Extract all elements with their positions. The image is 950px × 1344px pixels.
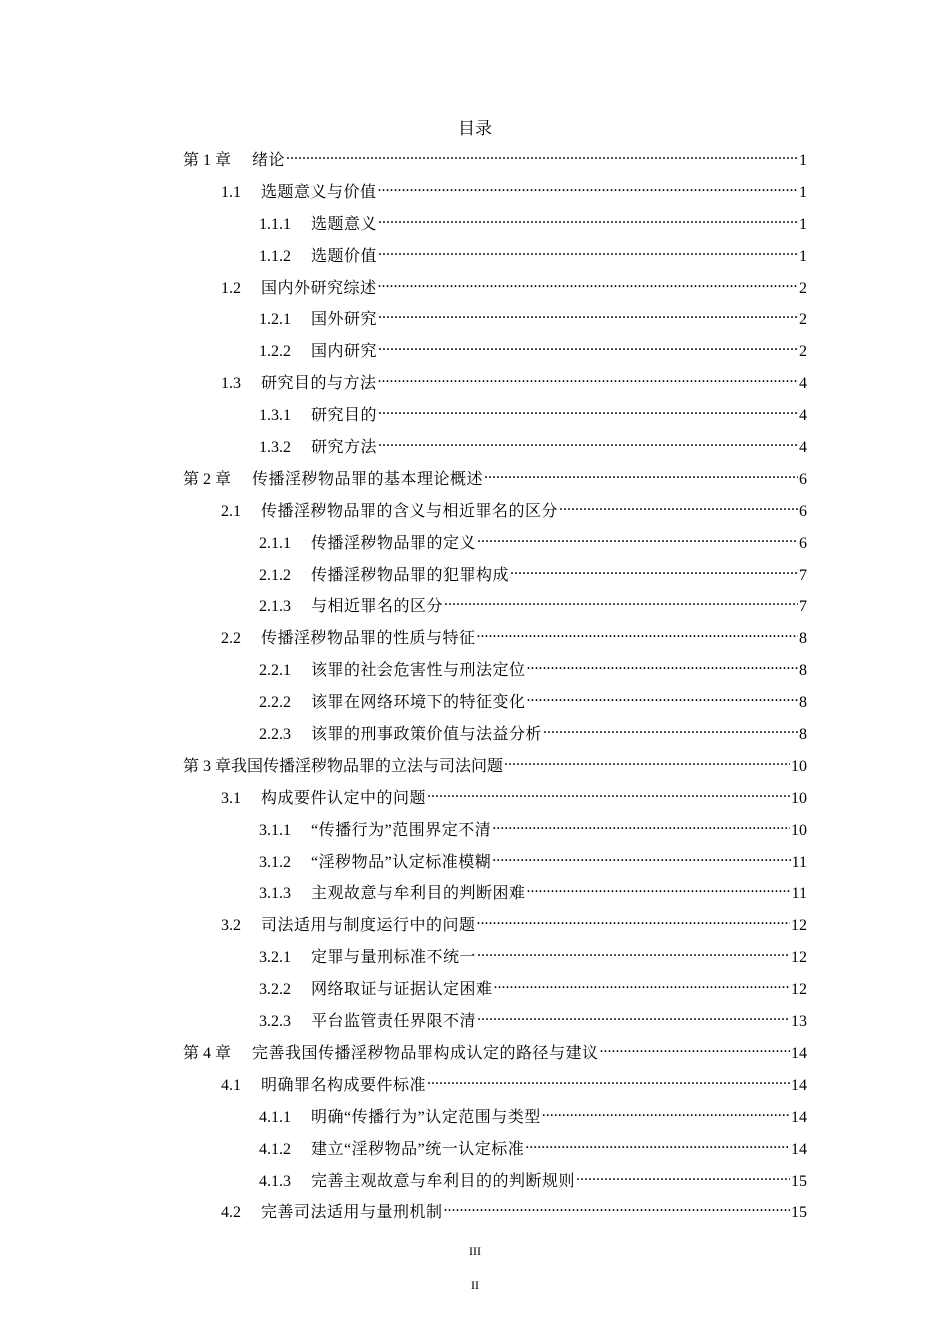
toc-dot-leader (600, 1038, 790, 1058)
toc-entry-page-number: 8 (799, 726, 807, 744)
toc-dot-leader (286, 145, 798, 165)
toc-entry-title: 完善主观故意与牟利目的的判断规则 (311, 1172, 576, 1190)
toc-entry[interactable] (0, 1068, 950, 1100)
toc-dot-leader (477, 942, 790, 962)
toc-entry-title: “淫秽物品”认定标准模糊 (311, 853, 492, 871)
toc-entry[interactable] (0, 430, 950, 462)
toc-entry[interactable] (0, 1195, 950, 1227)
toc-entry[interactable] (0, 845, 950, 877)
toc-entry-page-number: 6 (799, 534, 807, 552)
toc-entry[interactable] (0, 813, 950, 845)
toc-entry-title: 该罪在网络环境下的特征变化 (311, 694, 526, 712)
toc-entry-page-number: 13 (791, 1013, 807, 1031)
toc-entry[interactable] (0, 940, 950, 972)
toc-entry-number: 1.2 (221, 279, 241, 297)
toc-entry-page-number: 15 (791, 1204, 807, 1222)
toc-entry-page-number: 6 (799, 502, 807, 520)
toc-entry-page-number: 1 (799, 215, 807, 233)
toc-entry-number: 3.1.3 (259, 885, 291, 903)
toc-entry-title: 司法适用与制度运行中的问题 (261, 917, 476, 935)
toc-dot-leader (477, 623, 798, 643)
toc-entry-page-number: 10 (791, 821, 807, 839)
toc-entry[interactable] (0, 398, 950, 430)
toc-entry-title: 该罪的社会危害性与刑法定位 (311, 662, 526, 680)
toc-entry-title: 主观故意与牟利目的判断困难 (311, 885, 526, 903)
toc-entry-number: 4.2 (221, 1204, 241, 1222)
toc-dot-leader (378, 209, 798, 229)
toc-entry-number: 2.2 (221, 630, 241, 648)
toc-entry-title: 选题意义 (311, 215, 378, 233)
toc-entry-title: 传播淫秽物品罪的定义 (311, 534, 477, 552)
toc-entry[interactable] (0, 717, 950, 749)
toc-entry-page-number: 1 (799, 183, 807, 201)
toc-entry-title: 完善司法适用与量刑机制 (261, 1204, 443, 1222)
toc-entry[interactable] (0, 366, 950, 398)
toc-entry-title: “传播行为”范围界定不清 (311, 821, 492, 839)
toc-dot-leader (378, 304, 798, 324)
toc-entry-title: 明确罪名构成要件标准 (261, 1076, 427, 1094)
toc-entry-page-number: 8 (799, 694, 807, 712)
toc-entry-page-number: 12 (791, 949, 807, 967)
toc-entry-title: 定罪与量刑标准不统一 (311, 949, 477, 967)
toc-dot-leader (378, 400, 798, 420)
toc-dot-leader (378, 432, 798, 452)
toc-entry-number: 3.1.2 (259, 853, 291, 871)
toc-entry-page-number: 6 (799, 470, 807, 488)
toc-entry-title: 该罪的刑事政策价值与法益分析 (311, 726, 543, 744)
toc-entry-title: 选题意义与价值 (261, 183, 377, 201)
toc-dot-leader (444, 591, 798, 611)
toc-dot-leader (542, 1102, 790, 1122)
toc-entry-number: 1.3 (221, 375, 241, 393)
toc-dot-leader (510, 560, 798, 580)
toc-entry-number: 2.2.3 (259, 726, 291, 744)
toc-entry-page-number: 2 (799, 311, 807, 329)
toc-entry-page-number: 14 (791, 1076, 807, 1094)
toc-entry[interactable] (0, 175, 950, 207)
toc-entry-number: 2.1.2 (259, 566, 291, 584)
toc-dot-leader (492, 815, 790, 835)
toc-entry[interactable] (0, 143, 950, 175)
toc-dot-leader (378, 241, 798, 261)
toc-entry-page-number: 7 (799, 598, 807, 616)
toc-entry[interactable] (0, 1132, 950, 1164)
toc-entry-page-number: 15 (791, 1172, 807, 1190)
toc-entry-number: 第 2 章 (183, 470, 232, 488)
toc-dot-leader (427, 783, 790, 803)
page-number-footer-secondary: II (471, 1278, 479, 1292)
toc-entry-number: 1.1.2 (259, 247, 291, 265)
toc-dot-leader (477, 1006, 790, 1026)
toc-entry-title: 网络取证与证据认定困难 (311, 981, 493, 999)
toc-dot-leader (527, 655, 798, 675)
page-number-footer: III (469, 1244, 481, 1258)
toc-entry-page-number: 14 (791, 1044, 807, 1062)
toc-entry-page-number: 4 (799, 375, 807, 393)
toc-entry-page-number: 10 (791, 789, 807, 807)
toc-entry-title: 完善我国传播淫秽物品罪构成认定的路径与建议 (252, 1044, 599, 1062)
toc-entry[interactable] (0, 462, 950, 494)
toc-entry-page-number: 14 (791, 1108, 807, 1126)
toc-entry[interactable] (0, 1036, 950, 1068)
toc-entry-number: 2.2.2 (259, 694, 291, 712)
toc-dot-leader (525, 1134, 790, 1154)
toc-entry-number: 4.1.3 (259, 1172, 291, 1190)
toc-entry-number: 4.1.2 (259, 1140, 291, 1158)
toc-entry-number: 1.1 (221, 183, 241, 201)
toc-entry[interactable] (0, 653, 950, 685)
toc-entry-number: 1.2.1 (259, 311, 291, 329)
toc-entry-number: 2.1.3 (259, 598, 291, 616)
toc-entry-number: 3.2.2 (259, 981, 291, 999)
toc-dot-leader (378, 368, 798, 388)
toc-entry-number: 2.1.1 (259, 534, 291, 552)
toc-entry-number: 第 1 章 (183, 152, 232, 169)
toc-dot-leader (477, 910, 790, 930)
toc-entry[interactable] (0, 781, 950, 813)
toc-entry[interactable] (0, 1004, 950, 1036)
toc-entry-page-number: 11 (791, 885, 807, 903)
toc-entry[interactable] (0, 302, 950, 334)
toc-entry[interactable] (0, 526, 950, 558)
toc-dot-leader (559, 496, 798, 516)
toc-entry-number: 2.1 (221, 502, 241, 520)
toc-entry[interactable] (0, 1164, 950, 1196)
toc-entry-title: 研究目的 (311, 407, 378, 425)
toc-entry[interactable] (0, 558, 950, 590)
toc-title: 目录 (458, 119, 492, 138)
toc-entry-page-number: 1 (799, 152, 807, 169)
toc-dot-leader (427, 1070, 790, 1090)
toc-entry[interactable] (0, 685, 950, 717)
toc-dot-leader (543, 719, 798, 739)
toc-dot-leader (576, 1166, 790, 1186)
toc-entry[interactable] (0, 207, 950, 239)
toc-entry-title: 构成要件认定中的问题 (261, 789, 427, 807)
toc-entry[interactable] (0, 908, 950, 940)
toc-entry-page-number: 1 (799, 247, 807, 265)
toc-entry-number: 1.2.2 (259, 343, 291, 361)
toc-dot-leader (378, 336, 798, 356)
toc-entry-number: 第 3 章我国传播淫秽物品罪的立法与司法问题 (183, 757, 504, 775)
toc-entry-number: 1.1.1 (259, 215, 291, 233)
toc-entry[interactable] (0, 494, 950, 526)
toc-entry-number: 1.3.2 (259, 439, 291, 457)
toc-entry[interactable] (0, 589, 950, 621)
toc-dot-leader (527, 687, 798, 707)
toc-entry-page-number: 4 (799, 407, 807, 425)
toc-dot-leader (494, 974, 790, 994)
toc-entry-title: 研究方法 (311, 439, 378, 457)
toc-entry[interactable] (0, 621, 950, 653)
toc-dot-leader (444, 1197, 790, 1217)
toc-entry-title: 传播淫秽物品罪的含义与相近罪名的区分 (261, 502, 559, 520)
toc-entry-number: 4.1 (221, 1076, 241, 1094)
toc-dot-leader (504, 751, 790, 771)
toc-entry-number: 4.1.1 (259, 1108, 291, 1126)
toc-entry-number: 1.3.1 (259, 407, 291, 425)
toc-entry-number: 第 4 章 (183, 1044, 232, 1062)
toc-entry-title: 国内外研究综述 (261, 279, 377, 297)
toc-entry[interactable] (0, 271, 950, 303)
toc-entry-page-number: 7 (799, 566, 807, 584)
toc-entry-page-number: 2 (799, 279, 807, 297)
toc-entry-title: 建立“淫秽物品”统一认定标准 (311, 1140, 525, 1158)
toc-entry-number: 3.1 (221, 789, 241, 807)
toc-entry[interactable] (0, 972, 950, 1004)
toc-entry[interactable] (0, 876, 950, 908)
toc-entry-number: 3.2.1 (259, 949, 291, 967)
toc-entry-title: 国外研究 (311, 311, 378, 329)
table-of-contents (0, 143, 950, 1227)
toc-entry-page-number: 14 (791, 1140, 807, 1158)
toc-entry-title: 平台监管责任界限不清 (311, 1013, 477, 1031)
toc-entry-title: 研究目的与方法 (261, 375, 377, 393)
toc-entry-title: 国内研究 (311, 343, 378, 361)
toc-entry-number: 3.2.3 (259, 1013, 291, 1031)
toc-entry-number: 3.1.1 (259, 821, 291, 839)
toc-dot-leader (492, 847, 790, 867)
toc-entry-page-number: 4 (799, 439, 807, 457)
toc-dot-leader (484, 464, 798, 484)
toc-entry[interactable] (0, 334, 950, 366)
toc-entry-page-number: 8 (799, 662, 807, 680)
toc-entry-page-number: 11 (791, 853, 807, 871)
toc-entry-page-number: 2 (799, 343, 807, 361)
toc-entry-title: 绪论 (252, 152, 286, 169)
toc-entry-number: 2.2.1 (259, 662, 291, 680)
toc-entry-title: 传播淫秽物品罪的犯罪构成 (311, 566, 510, 584)
toc-dot-leader (378, 273, 798, 293)
toc-entry-title: 选题价值 (311, 247, 378, 265)
toc-entry-page-number: 8 (799, 630, 807, 648)
toc-dot-leader (378, 177, 798, 197)
toc-entry-title: 明确“传播行为”认定范围与类型 (311, 1108, 541, 1126)
toc-entry[interactable] (0, 239, 950, 271)
toc-dot-leader (527, 878, 791, 898)
toc-entry-page-number: 12 (791, 981, 807, 999)
toc-entry-number: 3.2 (221, 917, 241, 935)
toc-entry-title: 与相近罪名的区分 (311, 598, 444, 616)
toc-entry[interactable] (0, 1100, 950, 1132)
toc-dot-leader (477, 528, 798, 548)
toc-entry-title: 传播淫秽物品罪的基本理论概述 (252, 470, 484, 488)
toc-entry-page-number: 10 (791, 757, 807, 775)
toc-entry-title: 传播淫秽物品罪的性质与特征 (261, 630, 476, 648)
toc-entry-page-number: 12 (791, 917, 807, 935)
toc-entry[interactable] (0, 749, 950, 781)
